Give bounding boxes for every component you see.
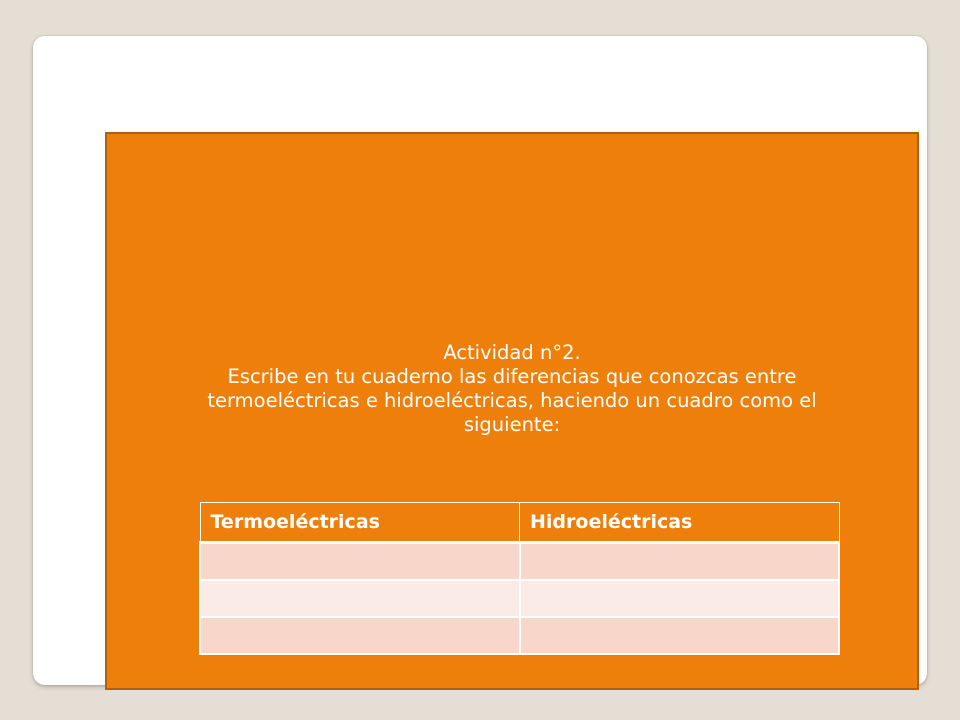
table-row: [200, 617, 839, 654]
table-cell: [520, 617, 840, 654]
header-termoelectricas: Termoeléctricas: [200, 503, 520, 543]
comparison-table: [199, 502, 840, 655]
activity-text: [129, 341, 895, 437]
table-cell: [520, 580, 840, 617]
table-header-row: [200, 503, 839, 543]
table-cell: [200, 543, 520, 581]
activity-line-3: siguiente:: [463, 413, 561, 436]
slide-card: [33, 36, 927, 685]
slide-content: [105, 132, 919, 690]
table-row: [200, 580, 839, 617]
table-cell: [200, 580, 520, 617]
table-cell: [520, 543, 840, 581]
activity-line-2: termoeléctricas e hidroeléctricas, haciendo un cuadro como el: [207, 389, 817, 412]
header-hidroelectricas: Hidroeléctricas: [520, 503, 840, 543]
table-cell: [200, 617, 520, 654]
activity-title: Actividad n°2.: [443, 341, 581, 364]
activity-line-1: Escribe en tu cuaderno las diferencias que conozcas entre: [227, 365, 797, 388]
table-row: [200, 543, 839, 581]
